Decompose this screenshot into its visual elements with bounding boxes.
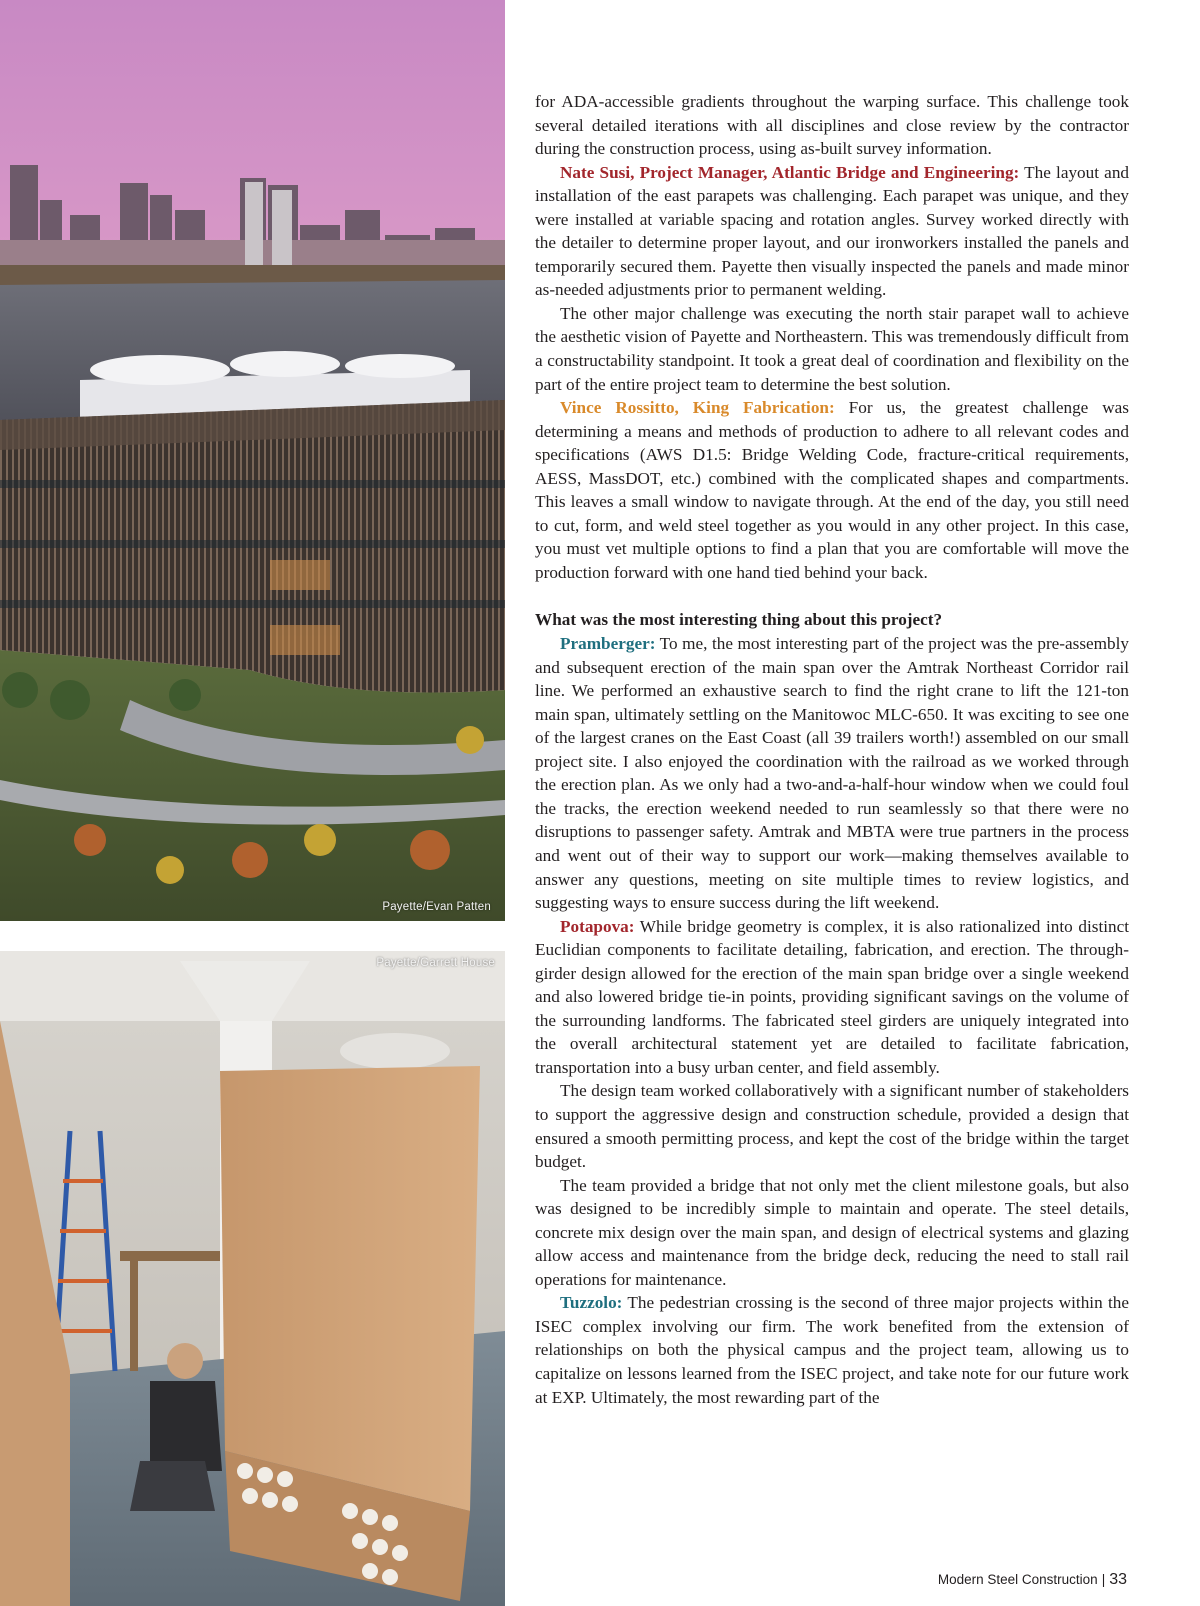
speaker-nate-susi: Nate Susi, Project Manager, Atlantic Bridge and Engineering:: [560, 162, 1020, 182]
paragraph-text: The pedestrian crossing is the second of three major projects within the ISEC complex involving our firm. The work benefited from the extension of relationships on both the physical campus and the project team, allowing us to capitalize on lessons learned from the ISEC project, and take note for our future work at EXP. Ultimately, the most rewarding part of the: [535, 1293, 1129, 1407]
footer-separator: |: [1101, 1572, 1106, 1587]
photo-credit-bottom: Payette/Garrett House: [376, 957, 495, 969]
paragraph-text: While bridge geometry is complex, it is also rationalized into distinct Euclidian components to facilitate detailing, fabrication, and erection. The through-girder design allowed for the erection of the main span bridge over a single weekend and also lowered bridge tie-in points, providing significant savings on the volume of the surrounding landforms. The fabricated steel girders are uniquely integrated into the overall architectural statement yet are detailed to facilitate fabrication, transportation into a busy urban center, and field assembly.: [535, 916, 1129, 1077]
article-body: [535, 90, 1129, 1409]
paragraph-design-team: The design team worked collaboratively with a significant number of stakeholders to support the aggressive design and construction schedule, provided a design that ensured a smooth permitting process, and kept the cost of the bridge within the target budget.: [535, 1081, 1129, 1172]
publication-name: Modern Steel Construction: [937, 1572, 1098, 1587]
page-number: 33: [1109, 1571, 1127, 1588]
paragraph-north-stair: The other major challenge was executing the north stair parapet wall to achieve the aesthetic vision of Payette and Northeastern. This was tremendously difficult from a constructability standpoint. It took a great deal of coordination and flexibility on the part of the entire project team to determine the best solution.: [535, 303, 1129, 394]
paragraph-potapova: [535, 915, 1129, 1080]
paragraph-pramberger: [535, 632, 1129, 915]
page-footer: [938, 1571, 1127, 1589]
building-aerial-image: [0, 0, 505, 921]
workshop-image: [0, 951, 505, 1606]
speaker-potapova: Potapova:: [560, 916, 635, 936]
paragraph-nate-susi: [535, 161, 1129, 302]
paragraph-text: For us, the greatest challenge was determining a means and methods of production to adhere to all relevant codes and specifications (AWS D1.5: Bridge Welding Code, fracture-critical requirements, AESS, MassDOT, etc.) combined with the complicated shapes and compartments. This leaves a small window to navigate through. At the end of the day, you still need to cut, form, and weld steel together as you would in any other project. In this case, you must vet multiple options to find a plan that you are comfortable will move the production forward with one hand tied behind your back.: [535, 398, 1129, 582]
paragraph-text: To me, the most interesting part of the project was the pre-assembly and subsequent erection of the main span over the Amtrak Northeast Corridor rail line. We performed an exhaustive search to find the right crane to lift the 121-ton main span, ultimately settling on the Manitowoc MLC-650. It was exciting to see one of the largest cranes on the East Coast (all 39 trailers worth!) assembled on our small project site. I also enjoyed the coordination with the railroad as we worked through the erection plan. As we only had a two-and-a-half-hour window when we could foul the tracks, the erection weekend needed to run seamlessly so that there were no disruptions to passenger safety. Amtrak and MBTA were true partners in the process and went out of their way to support our work—making themselves available to answer any questions, meeting on site multiple times to review logistics, and suggesting ways to ensure success during the lift weekend.: [535, 634, 1129, 913]
paragraph-team-provided: The team provided a bridge that not only met the client milestone goals, but also was designed to be incredibly simple to maintain and operate. The steel details, concrete mix design over the main span, and design of electrical systems and glazing allow access and maintenance from the bridge deck, reducing the need to stall rail operations for maintenance.: [535, 1175, 1129, 1289]
paragraph-text: The layout and installation of the east parapets was challenging. Each parapet was unique, and they were installed at variable spacing and rotation angles. Survey worked directly with the detailer to determine proper layout, and our ironworkers installed the panels and temporarily secured them. Payette then visually inspected the panels and made minor as-needed adjustments prior to permanent welding.: [535, 162, 1130, 300]
paragraph-tuzzolo: [535, 1291, 1129, 1409]
speaker-pramberger: Pramberger:: [560, 634, 656, 654]
speaker-tuzzolo: Tuzzolo:: [560, 1293, 623, 1313]
section-heading: What was the most interesting thing about this project?: [535, 610, 943, 630]
photo-workshop: [0, 951, 505, 1606]
photo-credit-top: Payette/Evan Patten: [382, 901, 491, 913]
paragraph-vince-rossitto: [535, 396, 1129, 584]
photo-building-aerial: [0, 0, 505, 921]
speaker-vince-rossitto: Vince Rossitto, King Fabrication:: [560, 398, 835, 418]
paragraph-ada-gradients: for ADA-accessible gradients throughout the warping surface. This challenge took several detailed iterations with all disciplines and close review by the contractor during the construction process, using as-built survey information.: [535, 92, 1129, 159]
